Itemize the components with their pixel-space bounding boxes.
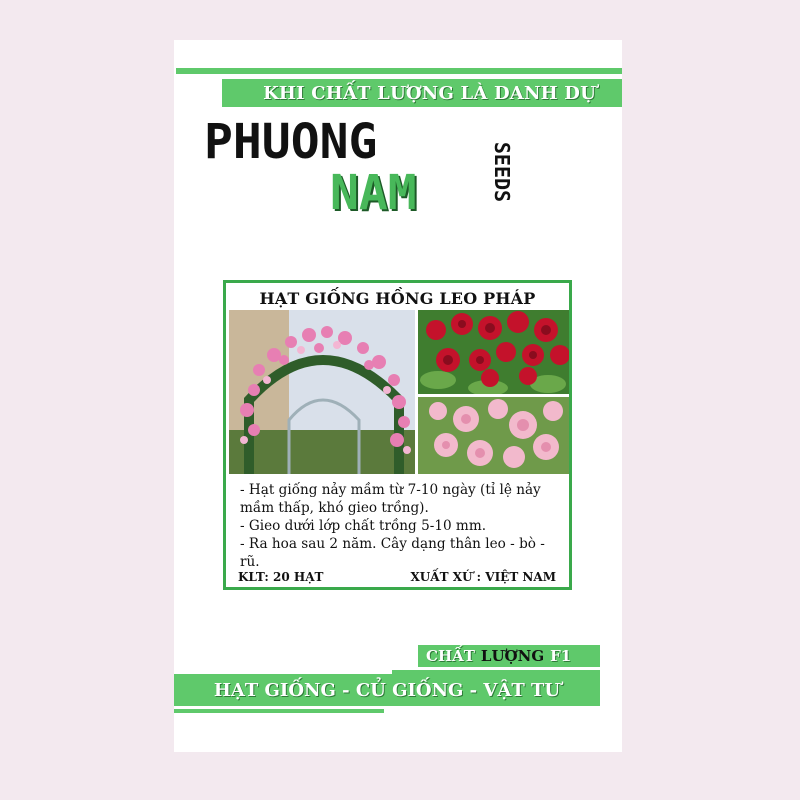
seed-count: KLT: 20 HẠT [238,570,324,584]
quality-banner [418,645,600,667]
brand-name-line2: NAM [330,165,417,221]
bottom-thin-stripe [174,709,384,713]
brand-seeds-label [487,126,517,218]
top-thin-stripe [176,68,622,74]
pink-rose-photo [418,397,569,474]
tagline-banner [174,674,600,706]
brand-name-line1: PHUONG [204,114,378,170]
quality-word-2: LƯỢNG [480,647,545,665]
bullet-flowering: - Ra hoa sau 2 năm. Cây dạng thân leo - bò - rũ. [240,536,545,570]
product-card [223,280,572,590]
bullet-sowing-depth: - Gieo dưới lớp chất trồng 5-10 mm. [240,518,487,534]
rose-arch-photo [229,310,415,474]
quality-grade: F1 [550,647,572,665]
slogan-text: KHI CHẤT LƯỢNG LÀ DANH DỰ [263,82,596,104]
product-description [240,481,565,571]
seeds-text: SEEDS [490,141,514,203]
origin-label: XUẤT XỨ : VIỆT NAM [410,570,556,584]
quality-word-1: CHẤT [426,647,475,665]
product-title: HẠT GIỐNG HỒNG LEO PHÁP [259,289,536,308]
red-rose-photo [418,310,569,394]
bullet-germination: - Hạt giống nảy mầm từ 7-10 ngày (tỉ lệ nảy mầm thấp, khó gieo trồng). [240,482,541,516]
tagline-text: HẠT GIỐNG - CỦ GIỐNG - VẬT TƯ [213,679,561,701]
slogan-banner [222,79,622,107]
